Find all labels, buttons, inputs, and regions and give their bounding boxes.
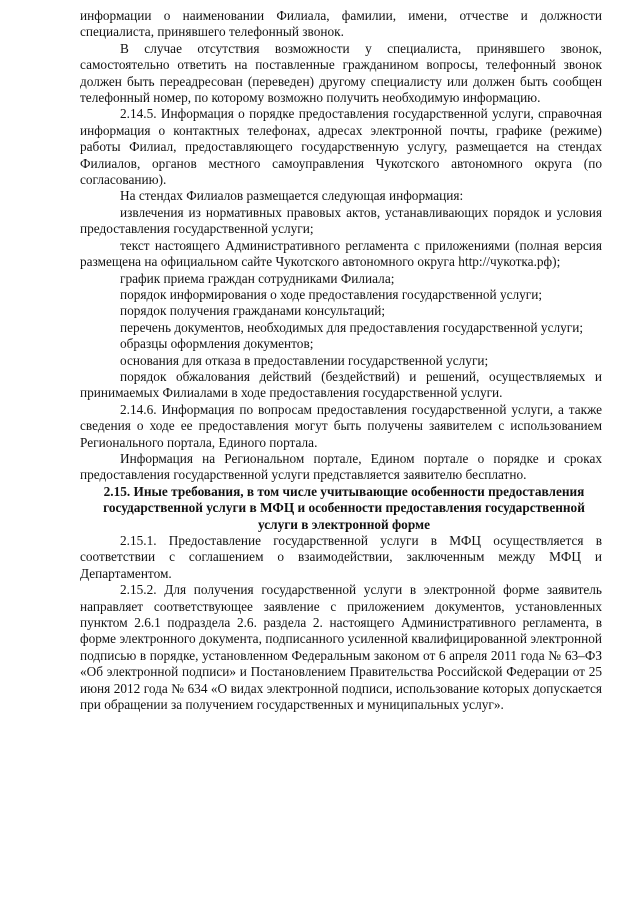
paragraph: На стендах Филиалов размещается следующая информация: xyxy=(120,188,464,204)
paragraph: 2.15.2. Для получения государственной услуги в электронной форме заявитель направляет соответствующее заявление с приложением документов, установленных пунктом 2.6.1 подраздела 2.6. раздела 2. настоящего Административного регламента, в форме электронного документа, подписанного усиленной квалифицированной электронной подписью в порядке, установленном Федеральным законом от 6 апреля 2011 года № 63–ФЗ «Об электронной подписи» и Постановлением Правительства Российской Федерации от 25 июня 2012 года № 634 «О видах электронной подписи, использование которых допускается при обращении за получением государственных и муниципальных услуг». xyxy=(80,582,602,713)
list-item: основания для отказа в предоставлении государственной услуги; xyxy=(120,352,489,368)
paragraph: В случае отсутствия возможности у специалиста, принявшего звонок, самостоятельно ответить на поставленные гражданином вопросы, телефонный звонок должен быть переадресован (переведен) другому специалисту или должен быть сообщен телефонный номер, по которому возможно получить необходимую информацию. xyxy=(80,40,602,106)
list-item: текст настоящего Административного регламента с приложениями (полная версия размещена на официальном сайте Чукотского автономного округа http://чукотка.рф); xyxy=(80,237,602,270)
list-item: образцы оформления документов; xyxy=(120,336,314,352)
list-item: график приема граждан сотрудниками Филиала; xyxy=(120,270,395,286)
paragraph: 2.14.5. Информация о порядке предоставления государственной услуги, справочная информация о контактных телефонах, адресах электронной почты, графике (режиме) работы Филиал, предоставляющего государственную услугу, размещается на стендах Филиалов, органов местного самоуправления Чукотского автономного округа (по согласованию). xyxy=(80,106,602,188)
paragraph: информации о наименовании Филиала, фамилии, имени, отчестве и должности специалиста, принявшего телефонный звонок. xyxy=(80,8,602,40)
paragraph: 2.15.1. Предоставление государственной услуги в МФЦ осуществляется в соответствии с соглашением о взаимодействии, заключенным между МФЦ и Департаментом. xyxy=(80,533,602,581)
list-item: порядок обжалования действий (бездействий) и решений, осуществляемых и принимаемых Филиалами в ходе предоставления государственной услуги. xyxy=(80,368,602,401)
list-item: извлечения из нормативных правовых актов, устанавливающих порядок и условия предоставления государственной услуги; xyxy=(80,204,602,237)
paragraph: Информация на Региональном портале, Едином портале о порядке и сроках предоставления государственной услуги представляется заявителю бесплатно. xyxy=(80,450,602,483)
paragraph: 2.14.6. Информация по вопросам предоставления государственной услуги, а также сведения о ходе ее предоставления могут быть получены заявителем с использованием Регионального портала, Единого портала. xyxy=(80,401,602,450)
list-item: порядок получения гражданами консультаций; xyxy=(120,303,386,319)
section-heading: 2.15. Иные требования, в том числе учитывающие особенности предоставления государственной услуги в МФЦ и особенности предоставления государственной услуги в электронной форме xyxy=(103,483,585,532)
list-item: перечень документов, необходимых для предоставления государственной услуги; xyxy=(120,319,584,335)
list-item: порядок информирования о ходе предоставления государственной услуги; xyxy=(120,286,543,302)
